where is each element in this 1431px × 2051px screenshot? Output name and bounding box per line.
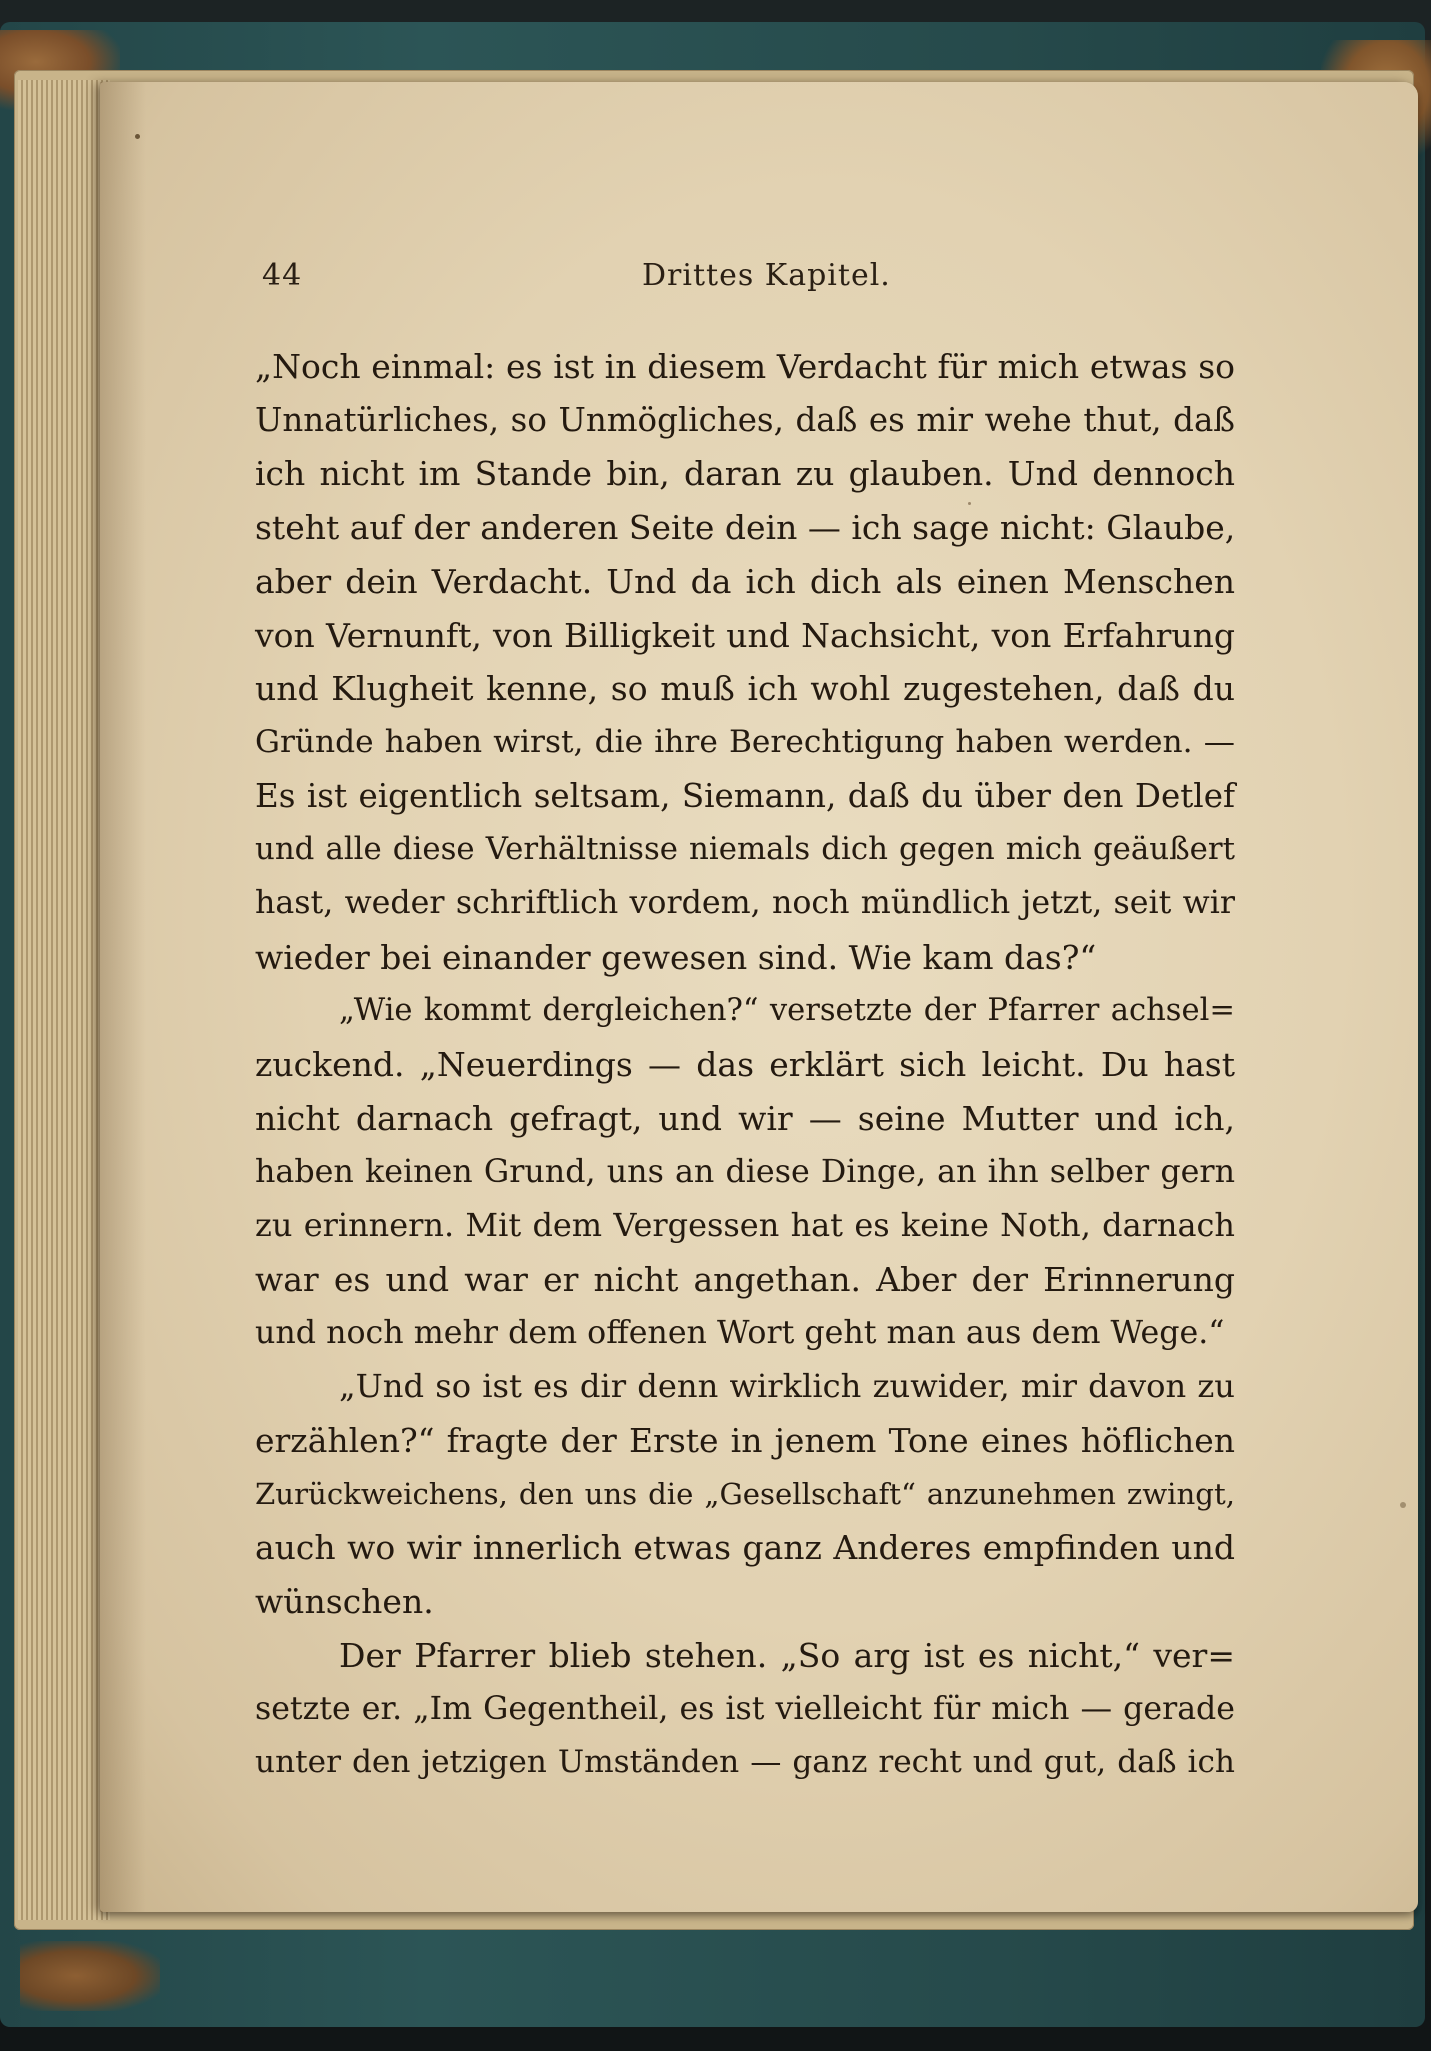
text-line: aber dein Verdacht. Und da ich dich als einen Menschen [255, 561, 1235, 601]
text-line: Gründe haben wirst, die ihre Berechtigung haben werden. — [255, 723, 1235, 760]
text-line: ich nicht im Stande bin, daran zu glauben. Und dennoch [255, 454, 1235, 494]
text-line: wieder bei einander gewesen sind. Wie kam das?“ [255, 937, 1097, 977]
cover-wear-bottom-left [20, 1941, 160, 2011]
text-line: auch wo wir innerlich etwas ganz Anderes empfinden und [255, 1528, 1235, 1568]
text-line: war es und war er nicht angethan. Aber der Erinnerung [255, 1259, 1235, 1299]
chapter-title: Drittes Kapitel. [642, 258, 891, 293]
text-line: „Wie kommt dergleichen?“ versetzte der Pfarrer achsel= [339, 993, 1235, 1029]
text-line: haben keinen Grund, uns an diese Dinge, an ihn selber gern [255, 1153, 1235, 1190]
text-line: nicht darnach gefragt, und wir — seine Mutter und ich, [255, 1098, 1235, 1138]
text-line: zu erinnern. Mit dem Vergessen hat es keine Noth, darnach [255, 1206, 1235, 1245]
text-line: Unnatürliches, so Unmögliches, daß es mir wehe thut, daß [255, 400, 1235, 439]
body-text [255, 340, 1235, 1790]
text-line: hast, weder schriftlich vordem, noch mündlich jetzt, seit wir [255, 885, 1235, 922]
text-line: erzählen?“ fragte der Erste in jenem Tone eines höflichen [255, 1421, 1235, 1461]
paper-speck [1400, 1502, 1406, 1508]
text-line: von Vernunft, von Billigkeit und Nachsicht, von Erfahrung [255, 615, 1235, 655]
text-line: steht auf der anderen Seite dein — ich sage nicht: Glaube, [255, 508, 1236, 548]
text-line: wünschen. [255, 1582, 434, 1622]
text-line: zuckend. „Neuerdings — das erklärt sich leicht. Du hast [255, 1045, 1235, 1085]
text-line: Es ist eigentlich seltsam, Siemann, daß du über den Detlef [255, 776, 1235, 815]
text-line: „Noch einmal: es ist in diesem Verdacht für mich etwas so [255, 347, 1235, 386]
text-line: und alle diese Verhältnisse niemals dich gegen mich geäußert [255, 831, 1235, 868]
text-line: und noch mehr dem offenen Wort geht man aus dem Wege.“ [255, 1314, 1225, 1351]
text-line: Der Pfarrer blieb stehen. „So arg ist es nicht,“ ver= [339, 1635, 1235, 1675]
page-edges [18, 80, 110, 1920]
text-line: „Und so ist es dir denn wirklich zuwider, mir davon zu [339, 1367, 1235, 1406]
paper-speck [135, 134, 140, 139]
page-number: 44 [262, 258, 303, 293]
text-line: setzte er. „Im Gegentheil, es ist vielleicht für mich — gerade [255, 1690, 1235, 1727]
text-line: und Klugheit kenne, so muß ich wohl zugestehen, daß du [255, 669, 1235, 709]
text-line: unter den jetzigen Umständen — ganz recht und gut, daß ich [255, 1744, 1235, 1781]
text-line: Zurückweichens, den uns die „Gesellschaft“ anzunehmen zwingt, [255, 1476, 1235, 1511]
